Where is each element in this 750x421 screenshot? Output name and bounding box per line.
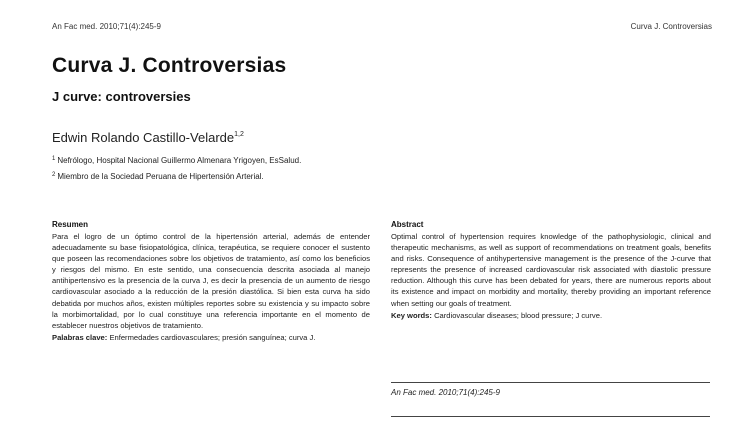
affiliation-2-number: 2 <box>52 172 56 178</box>
affiliation-2-text: Miembro de la Sociedad Peruana de Hipertensión Arterial. <box>57 172 264 181</box>
abstract-text: Optimal control of hypertension requires knowledge of the pathophysiologic, clinical and therapeutic mechanisms, as well as support of recommendations on treatment goals, benefits and risks. Consequence of antihypertensive management is the presence of the J-curve that represents the presence of increased cardiovascular risk associated with diastolic pressure reduction. Although this curve has been debated for years, there are numerous reports about its existence and impact on morbidity and mortality, thereby providing an important reference when setting our goals of treatment. <box>391 232 711 308</box>
citation-bottom-rule <box>391 416 710 417</box>
citation-text: An Fac med. 2010;71(4):245-9 <box>391 388 500 397</box>
article-title: Curva J. Controversias <box>52 54 287 77</box>
abstract-keywords-text: Cardiovascular diseases; blood pressure; J curve. <box>434 310 603 320</box>
affiliation-1-number: 1 <box>52 156 56 162</box>
resumen-section <box>52 220 370 343</box>
affiliation-1-text: Nefrólogo, Hospital Nacional Guillermo Almenara Yrigoyen, EsSalud. <box>57 156 302 165</box>
abstract-keywords-label: Key words: <box>391 310 432 320</box>
affiliation-2 <box>52 172 264 181</box>
abstract-section <box>391 220 711 321</box>
running-title: Curva J. Controversias <box>630 22 712 31</box>
article-subtitle: J curve: controversies <box>52 89 191 104</box>
author-name: Edwin Rolando Castillo-Velarde <box>52 130 235 145</box>
journal-reference: An Fac med. 2010;71(4):245-9 <box>52 22 161 31</box>
author-line <box>52 130 244 145</box>
abstract-heading: Abstract <box>391 220 424 229</box>
resumen-heading: Resumen <box>52 220 89 229</box>
resumen-keywords-label: Palabras clave: <box>52 332 108 342</box>
citation-box <box>391 382 710 417</box>
resumen-keywords <box>52 332 370 343</box>
affiliation-1 <box>52 156 301 165</box>
resumen-keywords-text: Enfermedades cardiovasculares; presión sanguínea; curva J. <box>109 332 316 342</box>
abstract-keywords <box>391 310 711 321</box>
author-superscript: 1,2 <box>234 131 244 138</box>
resumen-text: Para el logro de un óptimo control de la hipertensión arterial, además de entender adecuadamente su base fisiopatológica, clínica, terapéutica, se requiere conocer el sustento que poseen las recomendaciones sobre los objetivos de tratamiento, así como los beneficios y riesgos del mismo. En este sentido, una consecuencia descrita asociada al manejo antihipertensivo es la presencia de la curva J, es decir la presencia de un aumento de riesgo cardiovascular asociado a la reducción de la presión diastólica. Si bien esta curva ha sido debatida por muchos años, existen múltiples reportes sobre su existencia y su impacto sobre la morbimortalidad, por lo cual constituye una referencia importante en el momento de establecer nuestros objetivos de tratamiento. <box>52 232 370 330</box>
